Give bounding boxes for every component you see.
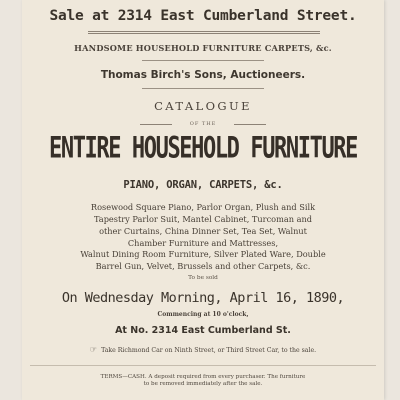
sale-heading: Sale at 2314 East Cumberland Street. bbox=[49, 8, 357, 24]
description-line: Walnut Dining Room Furniture, Silver Plated Ware, Double bbox=[80, 249, 326, 259]
sale-address: At No. 2314 East Cumberland St. bbox=[115, 325, 291, 336]
sale-date: On Wednesday Morning, April 16, 1890, bbox=[61, 290, 345, 306]
description-line: Barrel Gun, Velvet, Brussels and other Carpets, &c. bbox=[95, 261, 311, 271]
of-the-rule-right bbox=[234, 124, 266, 125]
of-the-label: OF THE bbox=[189, 121, 217, 127]
description-line: Chamber Furniture and Mattresses, bbox=[127, 238, 279, 248]
goods-line: HANDSOME HOUSEHOLD FURNITURE CARPETS, &c. bbox=[74, 43, 332, 53]
directions-line bbox=[22, 345, 384, 354]
short-rule-2 bbox=[142, 88, 264, 89]
double-rule bbox=[88, 31, 320, 34]
catalogue-page bbox=[22, 0, 384, 400]
directions-text: Take Richmond Car on Ninth Street, or Third Street Car, to the sale. bbox=[101, 347, 317, 354]
description-line: Tapestry Parlor Suit, Mantel Cabinet, Turcoman and bbox=[93, 214, 312, 224]
terms-line-2: to be removed immediately after the sale. bbox=[143, 381, 263, 387]
sale-time: Commencing at 10 o'clock, bbox=[157, 311, 249, 318]
description-line: Rosewood Square Piano, Parlor Organ, Plush and Silk bbox=[90, 202, 316, 212]
short-rule bbox=[142, 60, 264, 61]
terms-line-1: TERMS—CASH. A deposit required from every purchaser. The furniture bbox=[100, 374, 306, 380]
catalogue-heading: CATALOGUE bbox=[154, 99, 252, 113]
description-line: other Curtains, China Dinner Set, Tea Set, Walnut bbox=[99, 226, 307, 236]
main-title: ENTIRE HOUSEHOLD FURNITURE bbox=[49, 132, 357, 166]
pointing-hand-icon: ☞ bbox=[89, 345, 98, 354]
auctioneers-line: Thomas Birch's Sons, Auctioneers. bbox=[100, 69, 306, 81]
subtitle: PIANO, ORGAN, CARPETS, &c. bbox=[123, 179, 283, 191]
divider bbox=[30, 365, 376, 366]
to-be-sold-label: To be sold bbox=[188, 275, 218, 281]
